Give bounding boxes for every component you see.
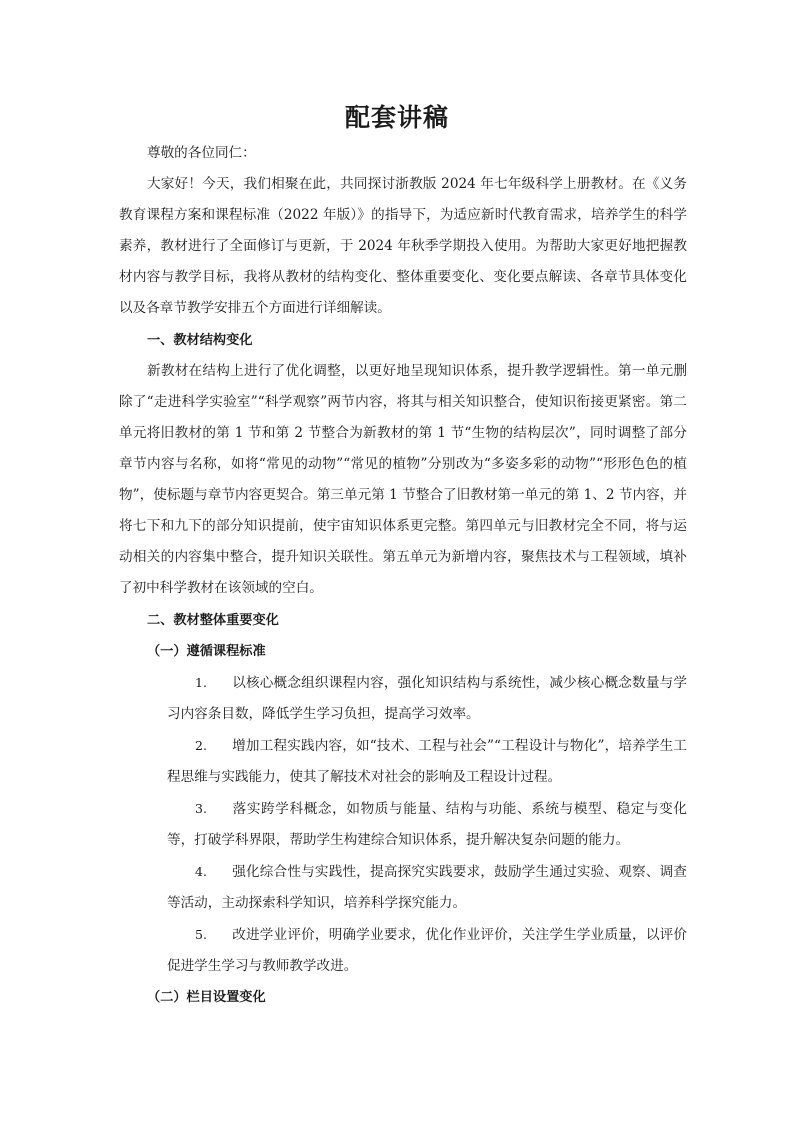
structure-paragraph: 新教材在结构上进行了优化调整，以更好地呈现知识体系，提升教学逻辑性。第一单元删除了“走进科学实验室”“科学观察”两节内容，将其与相关知识整合，使知识衔接更紧密。第二单元将旧教材的第 1 节和第 2 节整合为新教材的第 1 节“生物的结构层次”，同时调整了部分章节内容与名称，如将“常见的动物”“常见的植物”分别改为“多姿多彩的动物”“形形色色的植物”，使标题与章节内容更契合。第三单元第 1 节整合了旧教材第一单元的第 1、2 节内容，并将七下和九下的部分知识提前，使宇宙知识体系更完整。第四单元与旧教材完全不同，将与运动相关的内容集中整合，提升知识关联性。第五单元为新增内容，聚焦技术与工程领域，填补了初中科学教材在该领域的空白。 (119, 363, 687, 596)
list-item-text: 落实跨学科概念，如物质与能量、结构与功能、系统与模型、稳定与变化等，打破学科界限，帮助学生构建综合知识体系，提升解决复杂问题的能力。 (167, 801, 687, 848)
list-item-text: 改进学业评价，明确学业要求，优化作业评价，关注学生学业质量，以评价促进学生学习与教师教学改进。 (167, 927, 687, 974)
list-item (167, 919, 687, 982)
list-item (167, 667, 687, 730)
subheading-curriculum-standards: （一）遵循课程标准 (147, 644, 266, 659)
list-item-text: 以核心概念组织课程内容，强化知识结构与系统性，减少核心概念数量与学习内容条目数，降低学生学习负担，提高学习效率。 (167, 675, 687, 722)
list-number: 1. (195, 675, 207, 690)
list-item (167, 793, 687, 856)
document-title: 配套讲稿 (344, 103, 449, 132)
intro-paragraph: 大家好！今天，我们相聚在此，共同探讨浙教版 2024 年七年级科学上册教材。在《义务教育课程方案和课程标准（2022 年版）》的指导下，为适应新时代教育需求，培养学生的科学素养，教材进行了全面修订与更新，于 2024 年秋季学期投入使用。为帮助大家更好地把握教材内容与教学目标，我将从教材的结构变化、整体重要变化、变化要点解读、各章节具体变化以及各章节教学安排五个方面进行详细解读。 (119, 176, 687, 316)
section-heading-overall-changes: 二、教材整体重要变化 (147, 613, 279, 628)
list-item (167, 856, 687, 919)
list-number: 5. (195, 927, 207, 942)
section-heading-structure: 一、教材结构变化 (147, 333, 253, 348)
list-item-text: 增加工程实践内容，如“技术、工程与社会”“工程设计与物化”，培养学生工程思维与实践能力，使其了解技术对社会的影响及工程设计过程。 (167, 738, 687, 785)
list-number: 4. (195, 864, 207, 879)
list-number: 2. (195, 738, 207, 753)
subheading-column-changes: （二）栏目设置变化 (147, 990, 266, 1005)
list-number: 3. (195, 801, 207, 816)
list-item (167, 730, 687, 793)
list-item-text: 强化综合性与实践性，提高探究实践要求，鼓励学生通过实验、观察、调查等活动，主动探索科学知识，培养科学探究能力。 (167, 864, 687, 911)
numbered-list (167, 667, 687, 982)
greeting: 尊敬的各位同仁： (147, 145, 256, 161)
